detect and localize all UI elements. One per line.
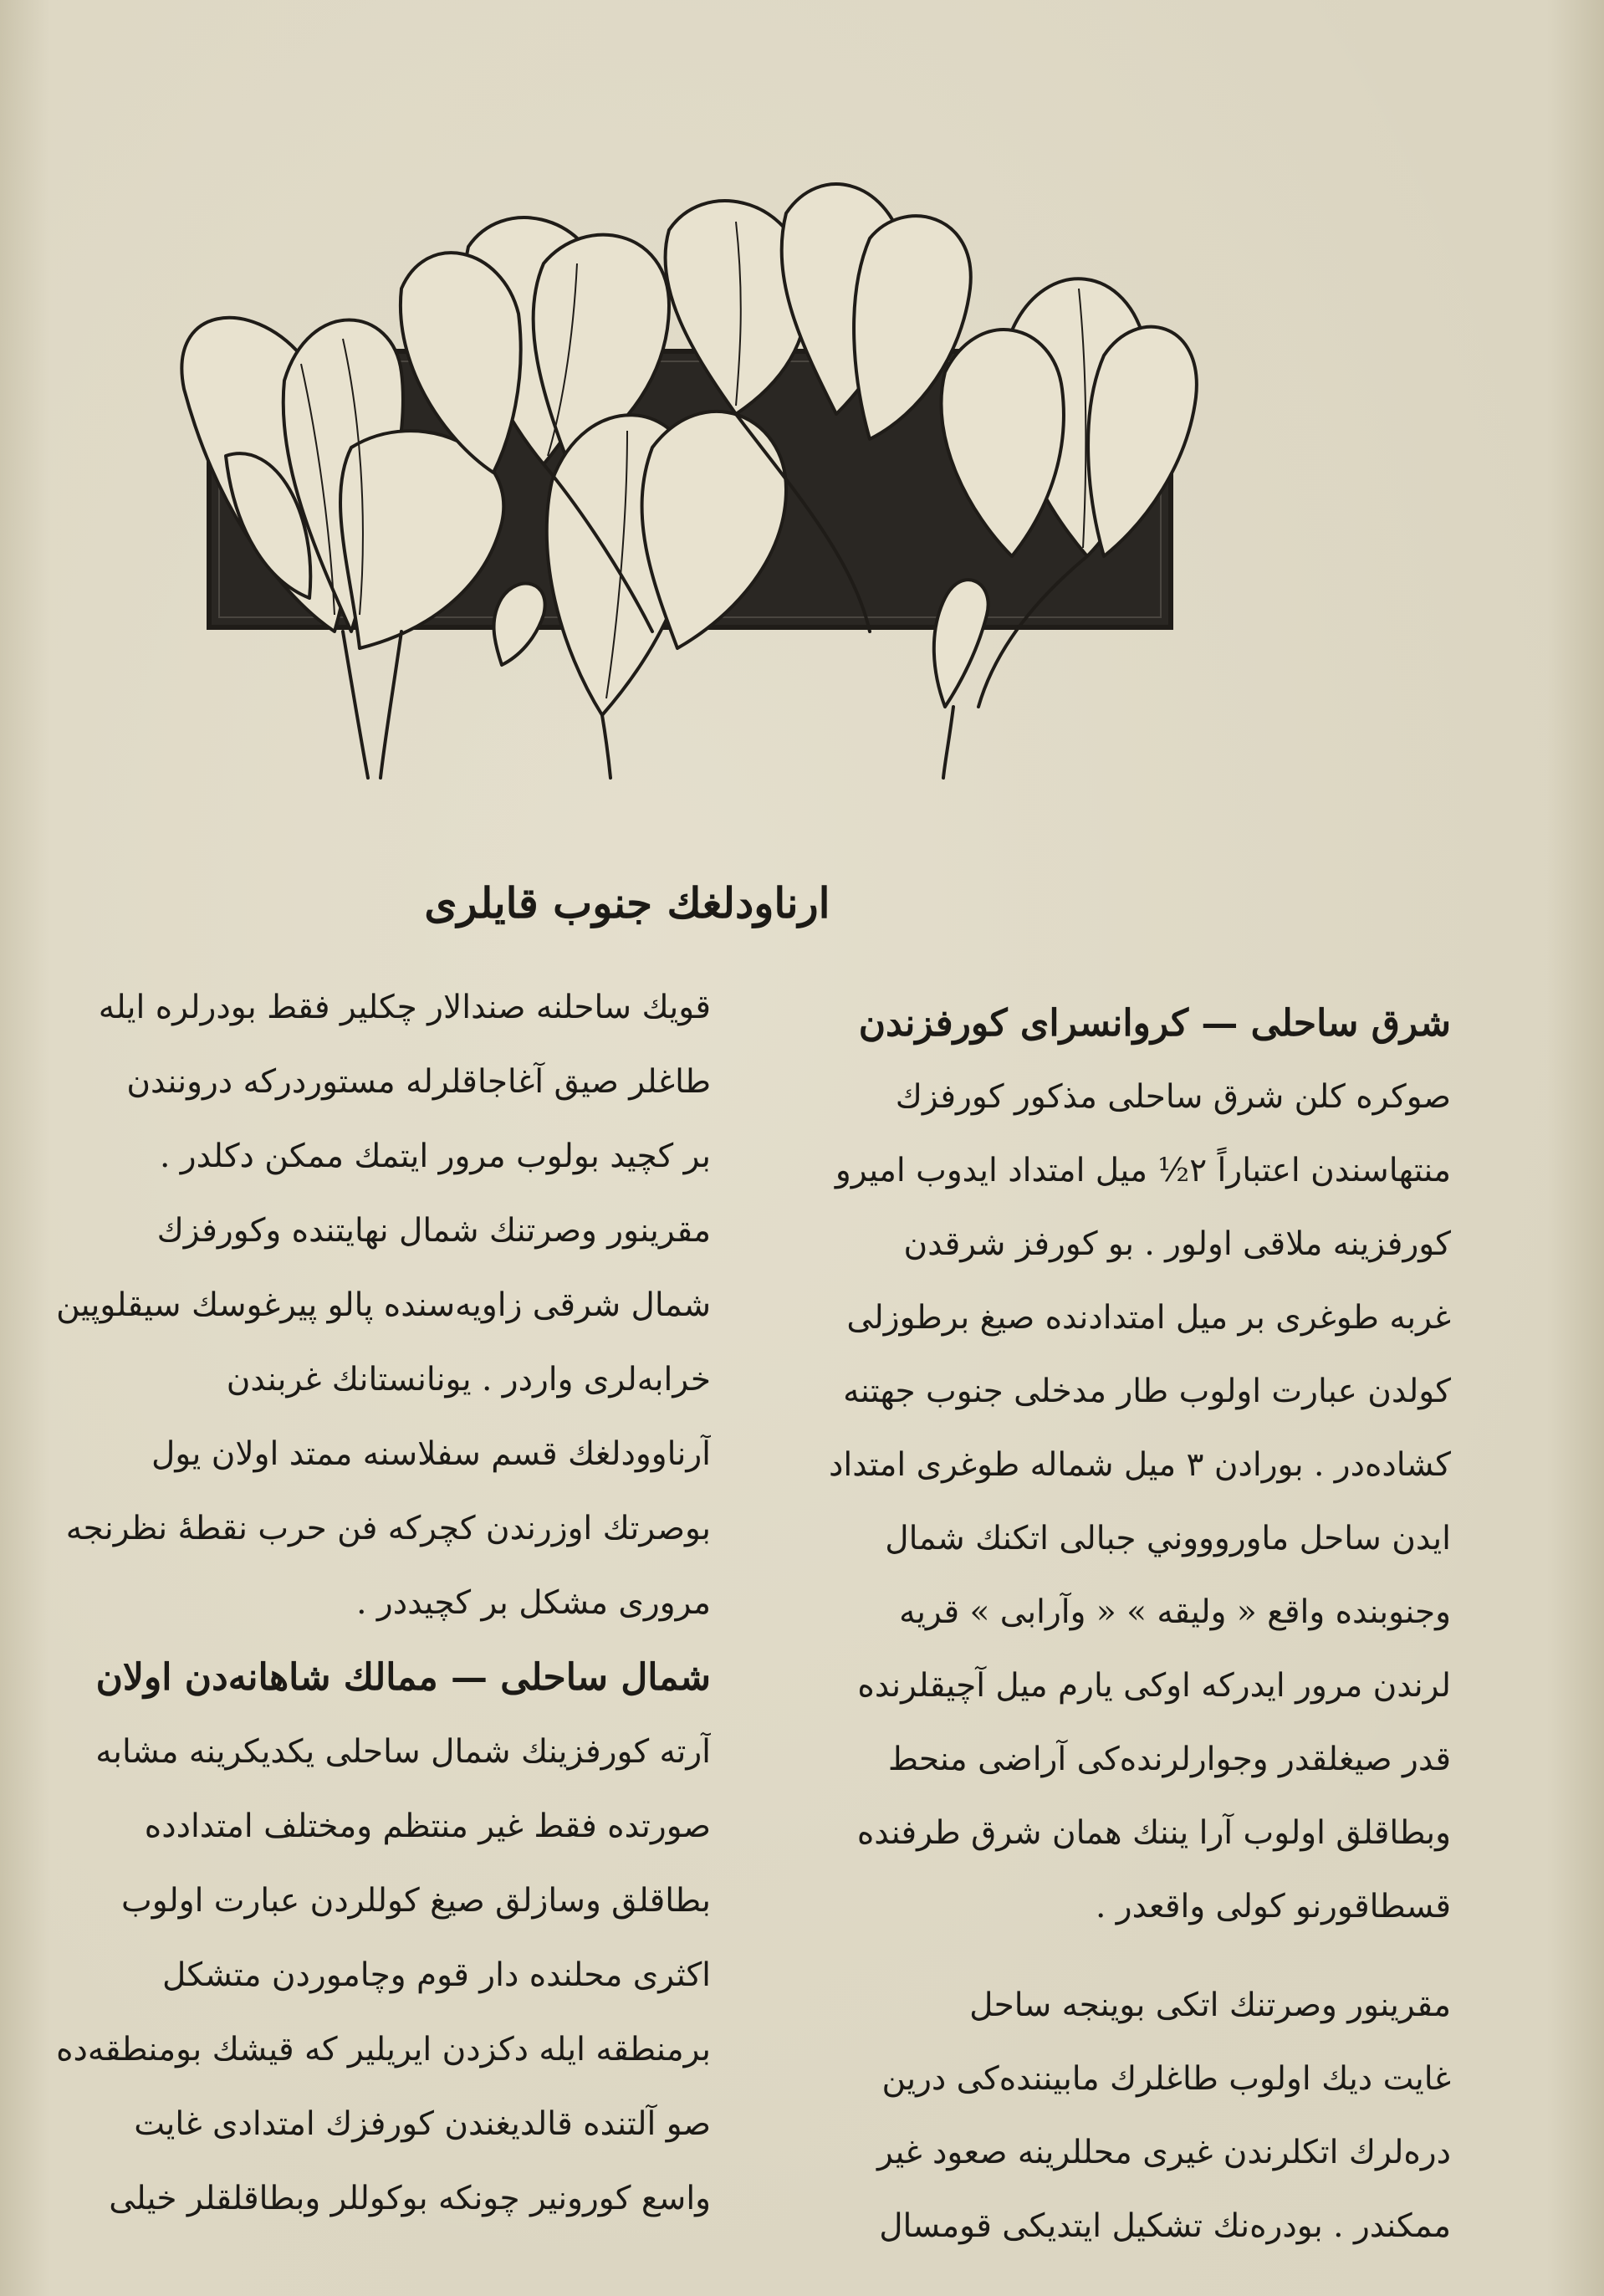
text-line: مقرينور وصرتنك شمال نهايتنده وكورفزك bbox=[156, 1212, 711, 1250]
flower-stem bbox=[602, 715, 610, 778]
text-line: قدر صيغلقدر وجوارلرنده‌كى آراضى منحط bbox=[887, 1741, 1451, 1778]
text-line: صوكره كلن شرق ساحلى مذكور كورفزك bbox=[895, 1078, 1451, 1116]
text-line: اكثرى محلنده دار قوم وچامور‌دن متشكل bbox=[161, 1956, 711, 1994]
page-title: ارناودلغك جنوب قايلرى bbox=[424, 878, 830, 928]
text-line: كشاده‌در . بورادن ٣ ميل شماله طوغرى امتداد bbox=[829, 1446, 1451, 1484]
text-line: برمنطقه ايله دكزدن ايريلير كه قيشك بومنطقه‌ده bbox=[56, 2031, 711, 2068]
text-line: منتهاسندن اعتباراً ٢½ ميل امتداد ايدوب اميرو bbox=[835, 1152, 1451, 1189]
text-line: واسع كورونير چونكه بوكوللر وبطاقلقلر خيلى bbox=[109, 2180, 711, 2217]
right-column bbox=[757, 987, 1451, 2263]
text-line: غايت ديك اولوب طاغلرك مابيننده‌كى درين bbox=[881, 2060, 1451, 2098]
text-line: كولدن عبارت اولوب طار مدخلى جنوب جهتنه bbox=[843, 1373, 1451, 1410]
flower-stem bbox=[943, 707, 953, 778]
paragraph-gap bbox=[757, 1944, 1451, 1969]
text-line: طاغلر صيق آغاجاقلرله مستوردركه درونندن bbox=[126, 1063, 711, 1101]
text-line: بوصرتك اوزرندن كچركه فن حرب نقطهٔ نظرنجه bbox=[65, 1510, 711, 1547]
text-line: كورفزينه ملاقى اولور . بو كورفز شرقدن bbox=[903, 1225, 1451, 1263]
text-line: مرورى مشكل بر كچيددر . bbox=[356, 1584, 711, 1622]
text-line: قسطاقورنو كولى واقعدر . bbox=[1095, 1888, 1451, 1925]
flower-stem bbox=[343, 632, 368, 778]
section-heading-east-coast: شرق ساحلى — كروانسراى كورفزندن bbox=[858, 1002, 1451, 1045]
text-line: بطاقلق وسازلق صيغ كوللردن عبارت اولوب bbox=[121, 1882, 711, 1920]
text-line: صورتده فقط غير منتظم ومختلف امتدادده bbox=[144, 1808, 711, 1845]
text-line: وبطاقلق اولوب آرا يننك همان شرق طرفنده bbox=[856, 1814, 1451, 1852]
cyclamen-illustration bbox=[151, 163, 1254, 782]
flower-bud bbox=[494, 584, 545, 665]
text-line: غربه طوغرى بر ميل امتدادنده صيغ برطوزلى bbox=[846, 1299, 1451, 1337]
text-line: دره‌لرك اتكلرندن غيرى محللرينه صعود غير bbox=[876, 2134, 1451, 2171]
text-line: مقرينور وصرتنك اتكى بوينجه ساحل bbox=[969, 1987, 1451, 2024]
text-line: آرناوودلغك قسم سفلاسنه ممتد اولان يول bbox=[151, 1435, 711, 1473]
text-line: آرته كورفزينك شمال ساحلى يكديكرينه مشابه bbox=[95, 1733, 711, 1771]
text-line: ايدن ساحل ماوروووني جبالى اتكنك شمال bbox=[885, 1520, 1451, 1557]
text-line: خرابه‌لرى واردر . يونانستانك غربندن bbox=[226, 1361, 711, 1399]
text-line: صو آلتنده قالديغندن كورفزك امتدادى غايت bbox=[134, 2105, 711, 2143]
section-heading-north-coast: شمال ساحلى — ممالك شاهانه‌دن اولان bbox=[95, 1656, 711, 1699]
flower-stem bbox=[381, 632, 401, 778]
text-line: شمال شرقى زاويه‌سنده پالو پيرغوسك سيقلوپين bbox=[56, 1286, 711, 1324]
text-line: وجنوبنده واقع « وليقه » « وآرابى » قريه‌ bbox=[899, 1593, 1451, 1631]
text-line: قويك ساحلنه صندالار چكلير فقط بودرلره ايله bbox=[98, 989, 711, 1026]
text-line: بر كچيد بولوب مرور ايتمك ممكن دكلدر . bbox=[159, 1138, 711, 1175]
text-line: لرندن مرور ايدركه اوكى يارم ميل آچيقلرنده bbox=[857, 1667, 1451, 1705]
text-line: ممكندر . بودره‌نك تشكيل ايتديكى قومسال bbox=[879, 2207, 1451, 2245]
left-column bbox=[50, 970, 711, 2236]
